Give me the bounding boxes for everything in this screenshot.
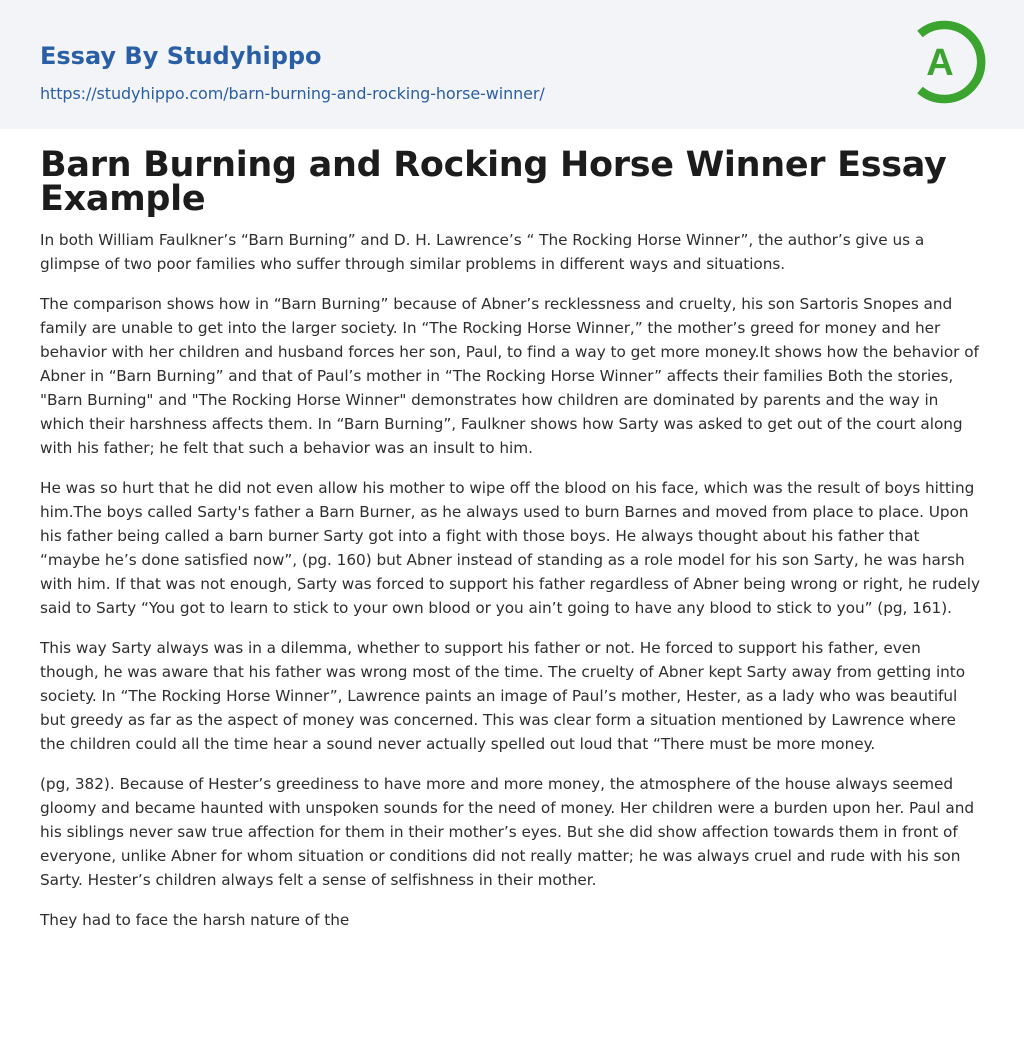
site-header — [0, 0, 1024, 129]
logo-letter: A — [926, 42, 954, 84]
essay-paragraph-2: The comparison shows how in “Barn Burning” because of Abner’s recklessness and cruelty, his son Sartoris Snopes and family are unable to get into the larger society. In “The Rocking Horse Winner,” the mother’s greed for money and her behavior with her children and husband forces her son, Paul, to find a way to get more money.It shows how the behavior of Abner in “Barn Burning” and that of Paul’s mother in “The Rocking Horse Winner” affects their families Both the stories, "Barn Burning" and "The Rocking Horse Winner" demonstrates how children are dominated by parents and the way in which their harshness affects them. In “Barn Burning”, Faulkner shows how Sarty was asked to get out of the court along with his father; he felt that such a behavior was an insult to him. — [40, 295, 979, 457]
essay-title: Barn Burning and Rocking Horse Winner Essay Example — [40, 145, 947, 219]
brand-title[interactable]: Essay By Studyhippo — [40, 42, 322, 70]
essay-paragraph-1: In both William Faulkner’s “Barn Burning” and D. H. Lawrence’s “ The Rocking Horse Winner”, the author’s give us a glimpse of two poor families who suffer through similar problems in different ways and situations. — [40, 231, 925, 273]
essay-paragraph-6: They had to face the harsh nature of the — [40, 911, 350, 929]
source-url-link[interactable]: https://studyhippo.com/barn-burning-and-rocking-horse-winner/ — [40, 84, 545, 103]
essay-paragraph-4: This way Sarty always was in a dilemma, whether to support his father or not. He forced to support his father, even though, he was aware that his father was wrong most of the time. The cruelty of Abner kept Sarty away from getting into society. In “The Rocking Horse Winner”, Lawrence paints an image of Paul’s mother, Hester, as a lady who was beautiful but greedy as far as the aspect of money was concerned. This was clear form a situation mentioned by Lawrence where the children could all the time hear a sound never actually spelled out loud that “There must be more money. — [40, 639, 966, 753]
studyhippo-logo-icon[interactable] — [909, 18, 987, 106]
essay-paragraph-5: (pg, 382). Because of Hester’s greediness to have more and more money, the atmosphere of the house always seemed gloomy and became haunted with unspoken sounds for the need of money. Her children were a burden upon her. Paul and his siblings never saw true affection for them in their mother’s eyes. But she did show affection towards them in front of everyone, unlike Abner for whom situation or conditions did not really matter; he was always cruel and rude with his son Sarty. Hester’s children always felt a sense of selfishness in their mother. — [40, 775, 975, 889]
essay-content — [40, 145, 984, 932]
essay-paragraph-3: He was so hurt that he did not even allow his mother to wipe off the blood on his face, which was the result of boys hitting him.The boys called Sarty's father a Barn Burner, as he always used to burn Barnes and moved from place to place. Upon his father being called a barn burner Sarty got into a fight with those boys. He always thought about his father that “maybe he’s done satisfied now”, (pg. 160) but Abner instead of standing as a role model for his son Sarty, he was harsh with him. If that was not enough, Sarty was forced to support his father regardless of Abner being wrong or right, he rudely said to Sarty “You got to learn to stick to your own blood or you ain’t going to have any blood to stick to you” (pg, 161). — [40, 479, 980, 617]
